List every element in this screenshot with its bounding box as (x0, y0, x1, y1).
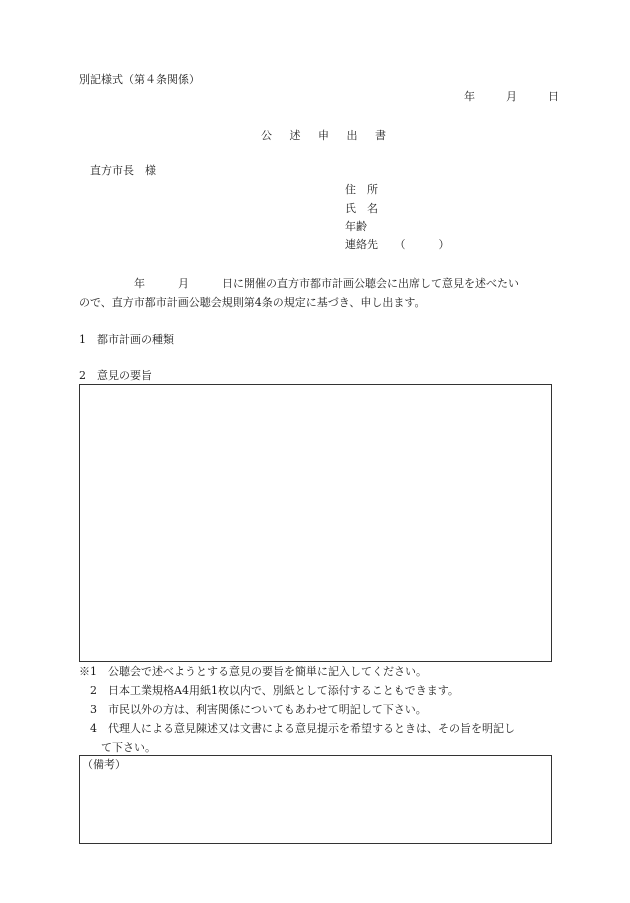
form-label: 別記様式（第４条関係） (79, 73, 200, 86)
statement-line: 年 月 日に開催の直方市都市計画公聴会に出席して意見を述べたい (79, 277, 519, 290)
remarks-box[interactable] (79, 755, 552, 844)
applicant-name-label: 氏 名 (345, 202, 378, 215)
title-char: 申 (318, 129, 330, 142)
title-char: 述 (289, 129, 302, 142)
statement-paragraph (79, 274, 551, 312)
page-title (255, 128, 393, 144)
opinion-input-box[interactable] (79, 384, 552, 662)
applicant-address-label: 住 所 (345, 183, 378, 196)
section-plan-type: 1 都市計画の種類 (79, 333, 174, 346)
note-item: て下さい。 (79, 741, 156, 754)
section-opinion-summary: 2 意見の要旨 (79, 369, 152, 382)
note-item: 3 市民以外の方は、利害関係についてもあわせて明記して下さい。 (79, 703, 427, 716)
notes-list (79, 662, 554, 757)
title-char: 公 (261, 129, 273, 142)
title-char: 書 (375, 129, 387, 142)
date-line (464, 89, 559, 105)
date-year: 年 (464, 90, 475, 103)
applicant-age-label: 年齢 (345, 220, 367, 233)
title-char: 出 (346, 129, 359, 142)
remarks-label: （備考） (82, 758, 126, 771)
note-item: ※1 公聴会で述べようとする意見の要旨を簡単に記入してください。 (79, 665, 427, 678)
date-day: 日 (548, 90, 559, 103)
note-item: 2 日本工業規格A4用紙1枚以内で、別紙として添付することもできます。 (79, 684, 459, 697)
note-item: 4 代理人による意見陳述又は文書による意見提示を希望するときは、その旨を明記し (79, 722, 515, 735)
applicant-contact-label: 連絡先 （ ） (345, 238, 450, 251)
date-month: 月 (506, 90, 517, 103)
addressee: 直方市長 様 (90, 164, 156, 177)
statement-line: ので、直方市都市計画公聴会規則第4条の規定に基づき、申し出ます。 (79, 296, 426, 309)
